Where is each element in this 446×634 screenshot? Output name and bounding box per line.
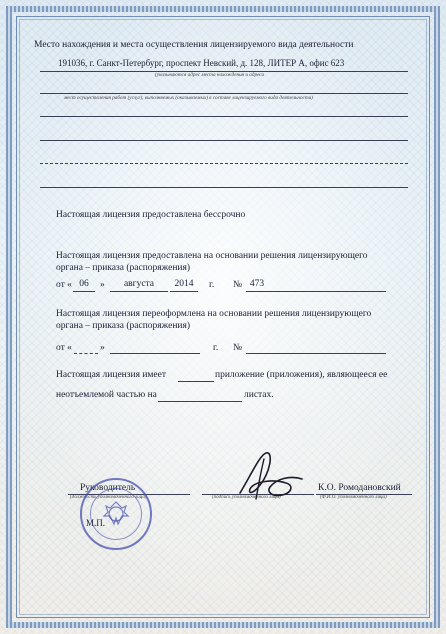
signer-title-caption: (должность уполномоченного лица) [70, 495, 147, 500]
appendix-line-2-start: неотъемлемой частью на [56, 390, 157, 400]
address-text: 191036, г. Санкт-Петербург, проспект Невский, д. 128, ЛИТЕР А, офис 623 [58, 58, 345, 68]
reissue-number-label: № [233, 343, 243, 353]
reissue-day-underline [74, 353, 98, 354]
signer-name: К.О. Ромодановский [318, 483, 401, 493]
mp-label: М.П. [86, 518, 106, 528]
signer-name-caption: (Ф.И.О. уполномоченного лица) [320, 495, 387, 500]
appendix-line-1-start: Настоящая лицензия имеет [56, 370, 167, 380]
signature-caption: (подпись уполномоченного лица) [212, 495, 281, 500]
reissue-close-quote: » [100, 343, 105, 353]
reissue-number-underline [246, 353, 386, 354]
official-stamp [80, 478, 152, 550]
signer-title: Руководитель [80, 483, 136, 493]
basis-g-label: г. [209, 280, 215, 290]
appendix-line-1-end: приложение (приложения), являющееся ее [215, 370, 388, 380]
address-caption: (указываются адрес места нахождения и адреса [155, 72, 265, 78]
stamp-emblem-icon [80, 478, 152, 550]
appendix-line-2-end: листах. [244, 390, 274, 400]
location-heading: Место нахождения и места осуществления лицензируемого вида деятельности [34, 40, 354, 50]
year-underline [170, 291, 198, 292]
reissue-line-1: Настоящая лицензия переоформлена на основании решения лицензирующего [56, 309, 372, 319]
basis-ot-label: от « [56, 280, 72, 290]
number-underline [246, 291, 386, 292]
basis-close-quote: » [100, 280, 105, 290]
reissue-ot-label: от « [56, 343, 72, 353]
blank-line [40, 116, 408, 117]
appendix-count-underline [178, 381, 214, 382]
reissue-line-2: органа – приказа (распоряжения) [56, 321, 191, 331]
places-caption: мест осуществления работ (услуг), выполняемых (оказываемых) в составе лицензируемого вида деятельности) [64, 95, 313, 101]
handwritten-signature [230, 445, 310, 505]
month-underline [110, 291, 168, 292]
basis-day-value: 06 [79, 279, 89, 289]
basis-year-value: 2014 [174, 279, 194, 289]
appendix-sheets-underline [158, 401, 242, 402]
basis-number-label: № [233, 280, 243, 290]
reissue-g-label: г. [213, 343, 219, 353]
blank-line [40, 163, 408, 164]
basis-number-value: 473 [249, 279, 265, 289]
blank-line [40, 187, 408, 188]
term-text: Настоящая лицензия предоставлена бессрочно [56, 210, 246, 220]
basis-line-1: Настоящая лицензия предоставлена на основании решения лицензирующего [56, 251, 368, 261]
blank-line [40, 140, 408, 141]
basis-line-2: органа – приказа (распоряжения) [56, 263, 191, 273]
day-underline [73, 291, 95, 292]
reissue-month-year-underline [110, 353, 200, 354]
basis-month-value: августа [123, 279, 155, 289]
blank-line [40, 93, 408, 94]
